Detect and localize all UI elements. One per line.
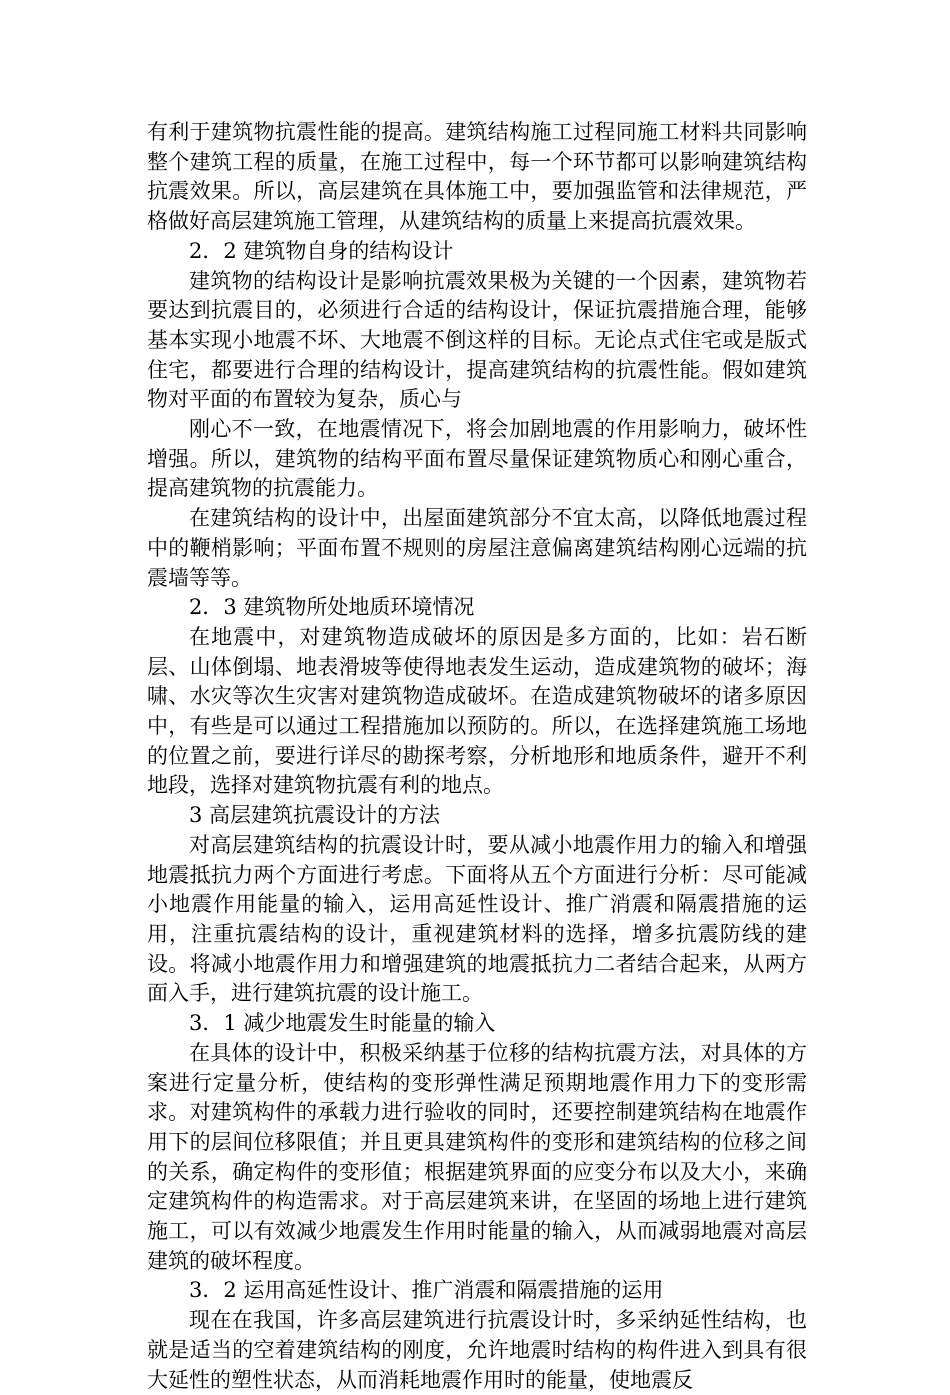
section-heading-2-3: 2．3 建筑物所处地质环境情况 [189, 595, 475, 620]
paragraph-3: 刚心不一致，在地震情况下，将会加剧地震的作用影响力，破坏性增强。所以，建筑物的结构平面布置尽量保证建筑物质心和刚心重合，提高建筑物的抗震能力。 [147, 417, 807, 501]
section-heading-3: 3 高层建筑抗震设计的方法 [189, 803, 441, 828]
section-heading-2-2: 2．2 建筑物自身的结构设计 [189, 238, 454, 263]
paragraph-4: 在建筑结构的设计中，出屋面建筑部分不宜太高，以降低地震过程中的鞭梢影响；平面布置不规则的房屋注意偏离建筑结构刚心远端的抗震墙等等。 [147, 506, 807, 590]
paragraph-2: 建筑物的结构设计是影响抗震效果极为关键的一个因素，建筑物若要达到抗震目的，必须进行合适的结构设计，保证抗震措施合理，能够基本实现小地震不坏、大地震不倒这样的目标。无论点式住宅或是版式住宅，都要进行合理的结构设计，提高建筑结构的抗震性能。假如建筑物对平面的布置较为复杂，质心与 [147, 268, 807, 412]
section-heading-3-2: 3．2 运用高延性设计、推广消震和隔震措施的运用 [189, 1278, 664, 1303]
paragraph-6: 对高层建筑结构的抗震设计时，要从减小地震作用力的输入和增强地震抵抗力两个方面进行考虑。下面将从五个方面进行分析：尽可能减小地震作用能量的输入，运用高延性设计、推广消震和隔震措施的运用，注重抗震结构的设计，重视建筑材料的选择，增多抗震防线的建设。将减小地震作用力和增强建筑的地震抵抗力二者结合起来，从两方面入手，进行建筑抗震的设计施工。 [147, 832, 807, 1006]
article-body [147, 118, 807, 1395]
paragraph-5: 在地震中，对建筑物造成破坏的原因是多方面的，比如：岩石断层、山体倒塌、地表滑坡等使得地表发生运动，造成建筑物的破坏；海啸、水灾等次生灾害对建筑物造成破坏。在造成建筑物破坏的诸多原因中，有些是可以通过工程措施加以预防的。所以，在选择建筑施工场地的位置之前，要进行详尽的勘探考察，分析地形和地质条件，避开不利地段，选择对建筑物抗震有利的地点。 [147, 624, 807, 798]
section-heading-3-1: 3．1 减少地震发生时能量的输入 [189, 1011, 496, 1036]
paragraph-1: 有利于建筑物抗震性能的提高。建筑结构施工过程同施工材料共同影响整个建筑工程的质量，在施工过程中，每一个环节都可以影响建筑结构抗震效果。所以，高层建筑在具体施工中，要加强监管和法律规范，严格做好高层建筑施工管理，从建筑结构的质量上来提高抗震效果。 [147, 120, 807, 234]
paragraph-8: 现在在我国，许多高层建筑进行抗震设计时，多采纳延性结构，也就是适当的空着建筑结构的刚度，允许地震时结构的构件进入到具有很大延性的塑性状态，从而消耗地震作用时的能量，使地震反 [147, 1308, 807, 1392]
paragraph-7: 在具体的设计中，积极采纳基于位移的结构抗震方法，对具体的方案进行定量分析，使结构的变形弹性满足预期地震作用力下的变形需求。对建筑构件的承载力进行验收的同时，还要控制建筑结构在地震作用下的层间位移限值；并且更具建筑构件的变形和建筑结构的位移之间的关系，确定构件的变形值；根据建筑界面的应变分布以及大小，来确定建筑构件的构造需求。对于高层建筑来讲，在坚固的场地上进行建筑施工，可以有效减少地震发生作用时能量的输入，从而减弱地震对高层建筑的破坏程度。 [147, 1040, 807, 1273]
